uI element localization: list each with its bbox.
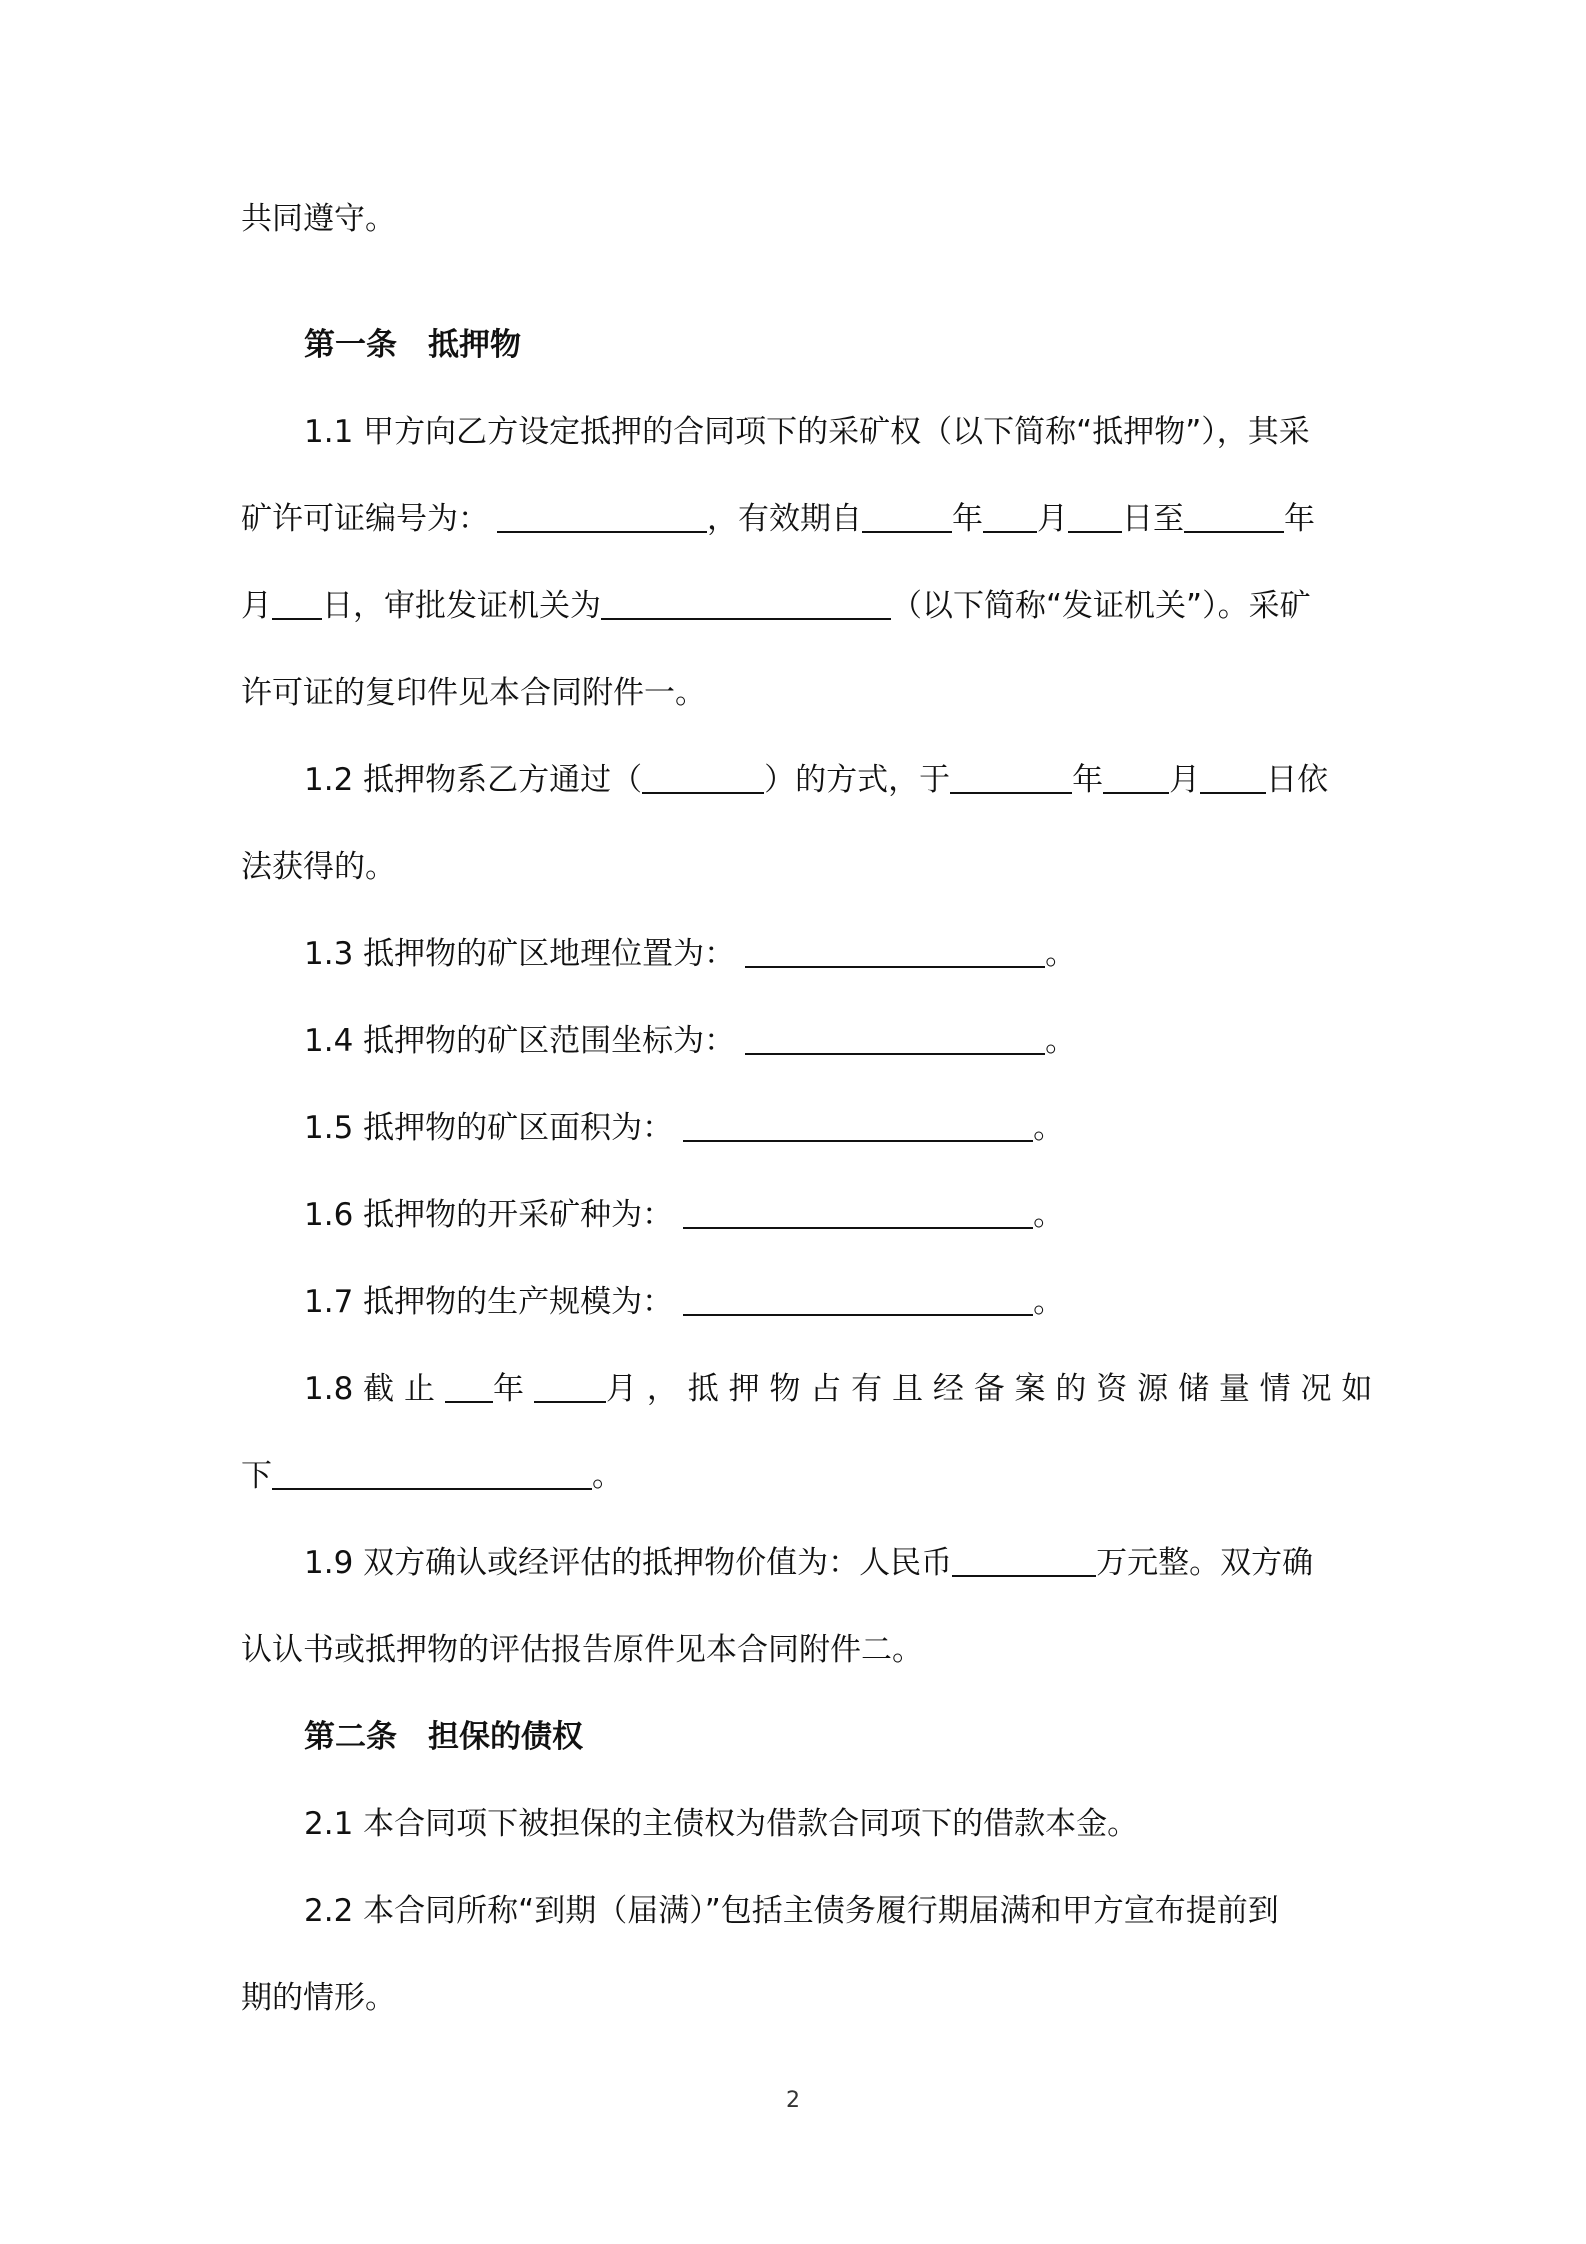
page-number: 2: [786, 2088, 800, 2113]
text: ）的方式，于: [764, 762, 951, 798]
clause-1-7: [304, 1279, 1349, 1325]
end-year-blank: [1184, 498, 1284, 533]
text: 1.5 抵押物的矿区面积为：: [304, 1110, 674, 1146]
clause-1-1-line-2: [241, 496, 1349, 542]
clause-1-6: [304, 1192, 1349, 1238]
clause-1-2-line-1: [304, 757, 1349, 803]
text: 。: [1045, 1023, 1077, 1059]
text: 万元整。双方确: [1096, 1545, 1314, 1581]
text: ，有效期自: [707, 501, 862, 537]
acquisition-month-blank: [1103, 759, 1169, 794]
text: 1.4 抵押物的矿区范围坐标为：: [304, 1023, 736, 1059]
clause-1-5: [304, 1105, 1349, 1151]
clause-2-1: 2.1 本合同项下被担保的主债权为借款合同项下的借款本金。: [304, 1806, 1139, 1842]
text: （以下简称“发证机关”）。采矿: [891, 588, 1311, 624]
text: 。: [1045, 936, 1077, 972]
clause-1-4: [304, 1018, 1349, 1064]
start-day-blank: [1068, 498, 1122, 533]
text: 。: [1033, 1110, 1065, 1146]
clause-1-9-line-1: [304, 1540, 1349, 1586]
text: 日依: [1266, 762, 1329, 798]
text: 年: [493, 1371, 525, 1407]
text: 1.8 截 止: [304, 1371, 436, 1407]
location-blank: [745, 933, 1045, 968]
text: 1.2 抵押物系乙方通过（: [304, 762, 643, 798]
text: 年: [1072, 762, 1104, 798]
article-2-heading: 第二条 担保的债权: [304, 1719, 583, 1755]
text: 日至: [1122, 501, 1184, 537]
text: 1.6 抵押物的开采矿种为：: [304, 1197, 674, 1233]
text: 。: [592, 1458, 623, 1494]
text: 。: [1033, 1284, 1065, 1320]
reserve-year-blank: [445, 1368, 493, 1403]
end-day-blank: [272, 585, 322, 620]
text: 年: [1284, 501, 1315, 537]
clause-2-2-line-2: 期的情形。: [241, 1980, 396, 2016]
text: 日，审批发证机关为: [322, 588, 601, 624]
production-scale-blank: [683, 1281, 1033, 1316]
issuing-authority-blank: [601, 585, 891, 620]
text: 月 ， 抵 押 物 占 有 且 经 备 案 的 资 源 储 量 情 况 如: [606, 1371, 1373, 1407]
text: 1.7 抵押物的生产规模为：: [304, 1284, 674, 1320]
continuation-text: 共同遵守。: [241, 201, 396, 237]
clause-1-1-line-1: 1.1 甲方向乙方设定抵押的合同项下的采矿权（以下简称“抵押物”），其采: [304, 414, 1310, 450]
start-year-blank: [862, 498, 952, 533]
text: 月: [241, 588, 272, 624]
start-month-blank: [983, 498, 1037, 533]
acquisition-year-blank: [950, 759, 1072, 794]
clause-1-8-line-2: [241, 1453, 1349, 1499]
text: 年: [952, 501, 983, 537]
acquisition-day-blank: [1200, 759, 1266, 794]
coordinates-blank: [745, 1020, 1045, 1055]
article-1-heading: 第一条 抵押物: [304, 327, 521, 363]
clause-1-3: [304, 931, 1349, 977]
mineral-type-blank: [683, 1194, 1033, 1229]
text: 月: [1169, 762, 1201, 798]
clause-1-1-line-3: [241, 583, 1349, 629]
clause-1-1-line-4: 许可证的复印件见本合同附件一。: [241, 675, 706, 711]
text: 。: [1033, 1197, 1065, 1233]
text: 1.3 抵押物的矿区地理位置为：: [304, 936, 736, 972]
clause-2-2-line-1: 2.2 本合同所称“到期（届满）”包括主债务履行期届满和甲方宣布提前到: [304, 1893, 1279, 1929]
clause-1-2-line-2: 法获得的。: [241, 849, 396, 885]
text: 矿许可证编号为：: [241, 501, 489, 537]
text: 1.9 双方确认或经评估的抵押物价值为：人民币: [304, 1545, 953, 1581]
clause-1-8-line-1: [304, 1366, 1373, 1412]
reserve-status-blank: [272, 1455, 592, 1490]
value-amount-blank: [952, 1542, 1096, 1577]
area-blank: [683, 1107, 1033, 1142]
text: 月: [1037, 501, 1068, 537]
text: 下: [241, 1458, 272, 1494]
license-number-blank: [497, 498, 707, 533]
acquisition-method-blank: [642, 759, 764, 794]
reserve-month-blank: [534, 1368, 606, 1403]
clause-1-9-line-2: 认认书或抵押物的评估报告原件见本合同附件二。: [241, 1632, 923, 1668]
